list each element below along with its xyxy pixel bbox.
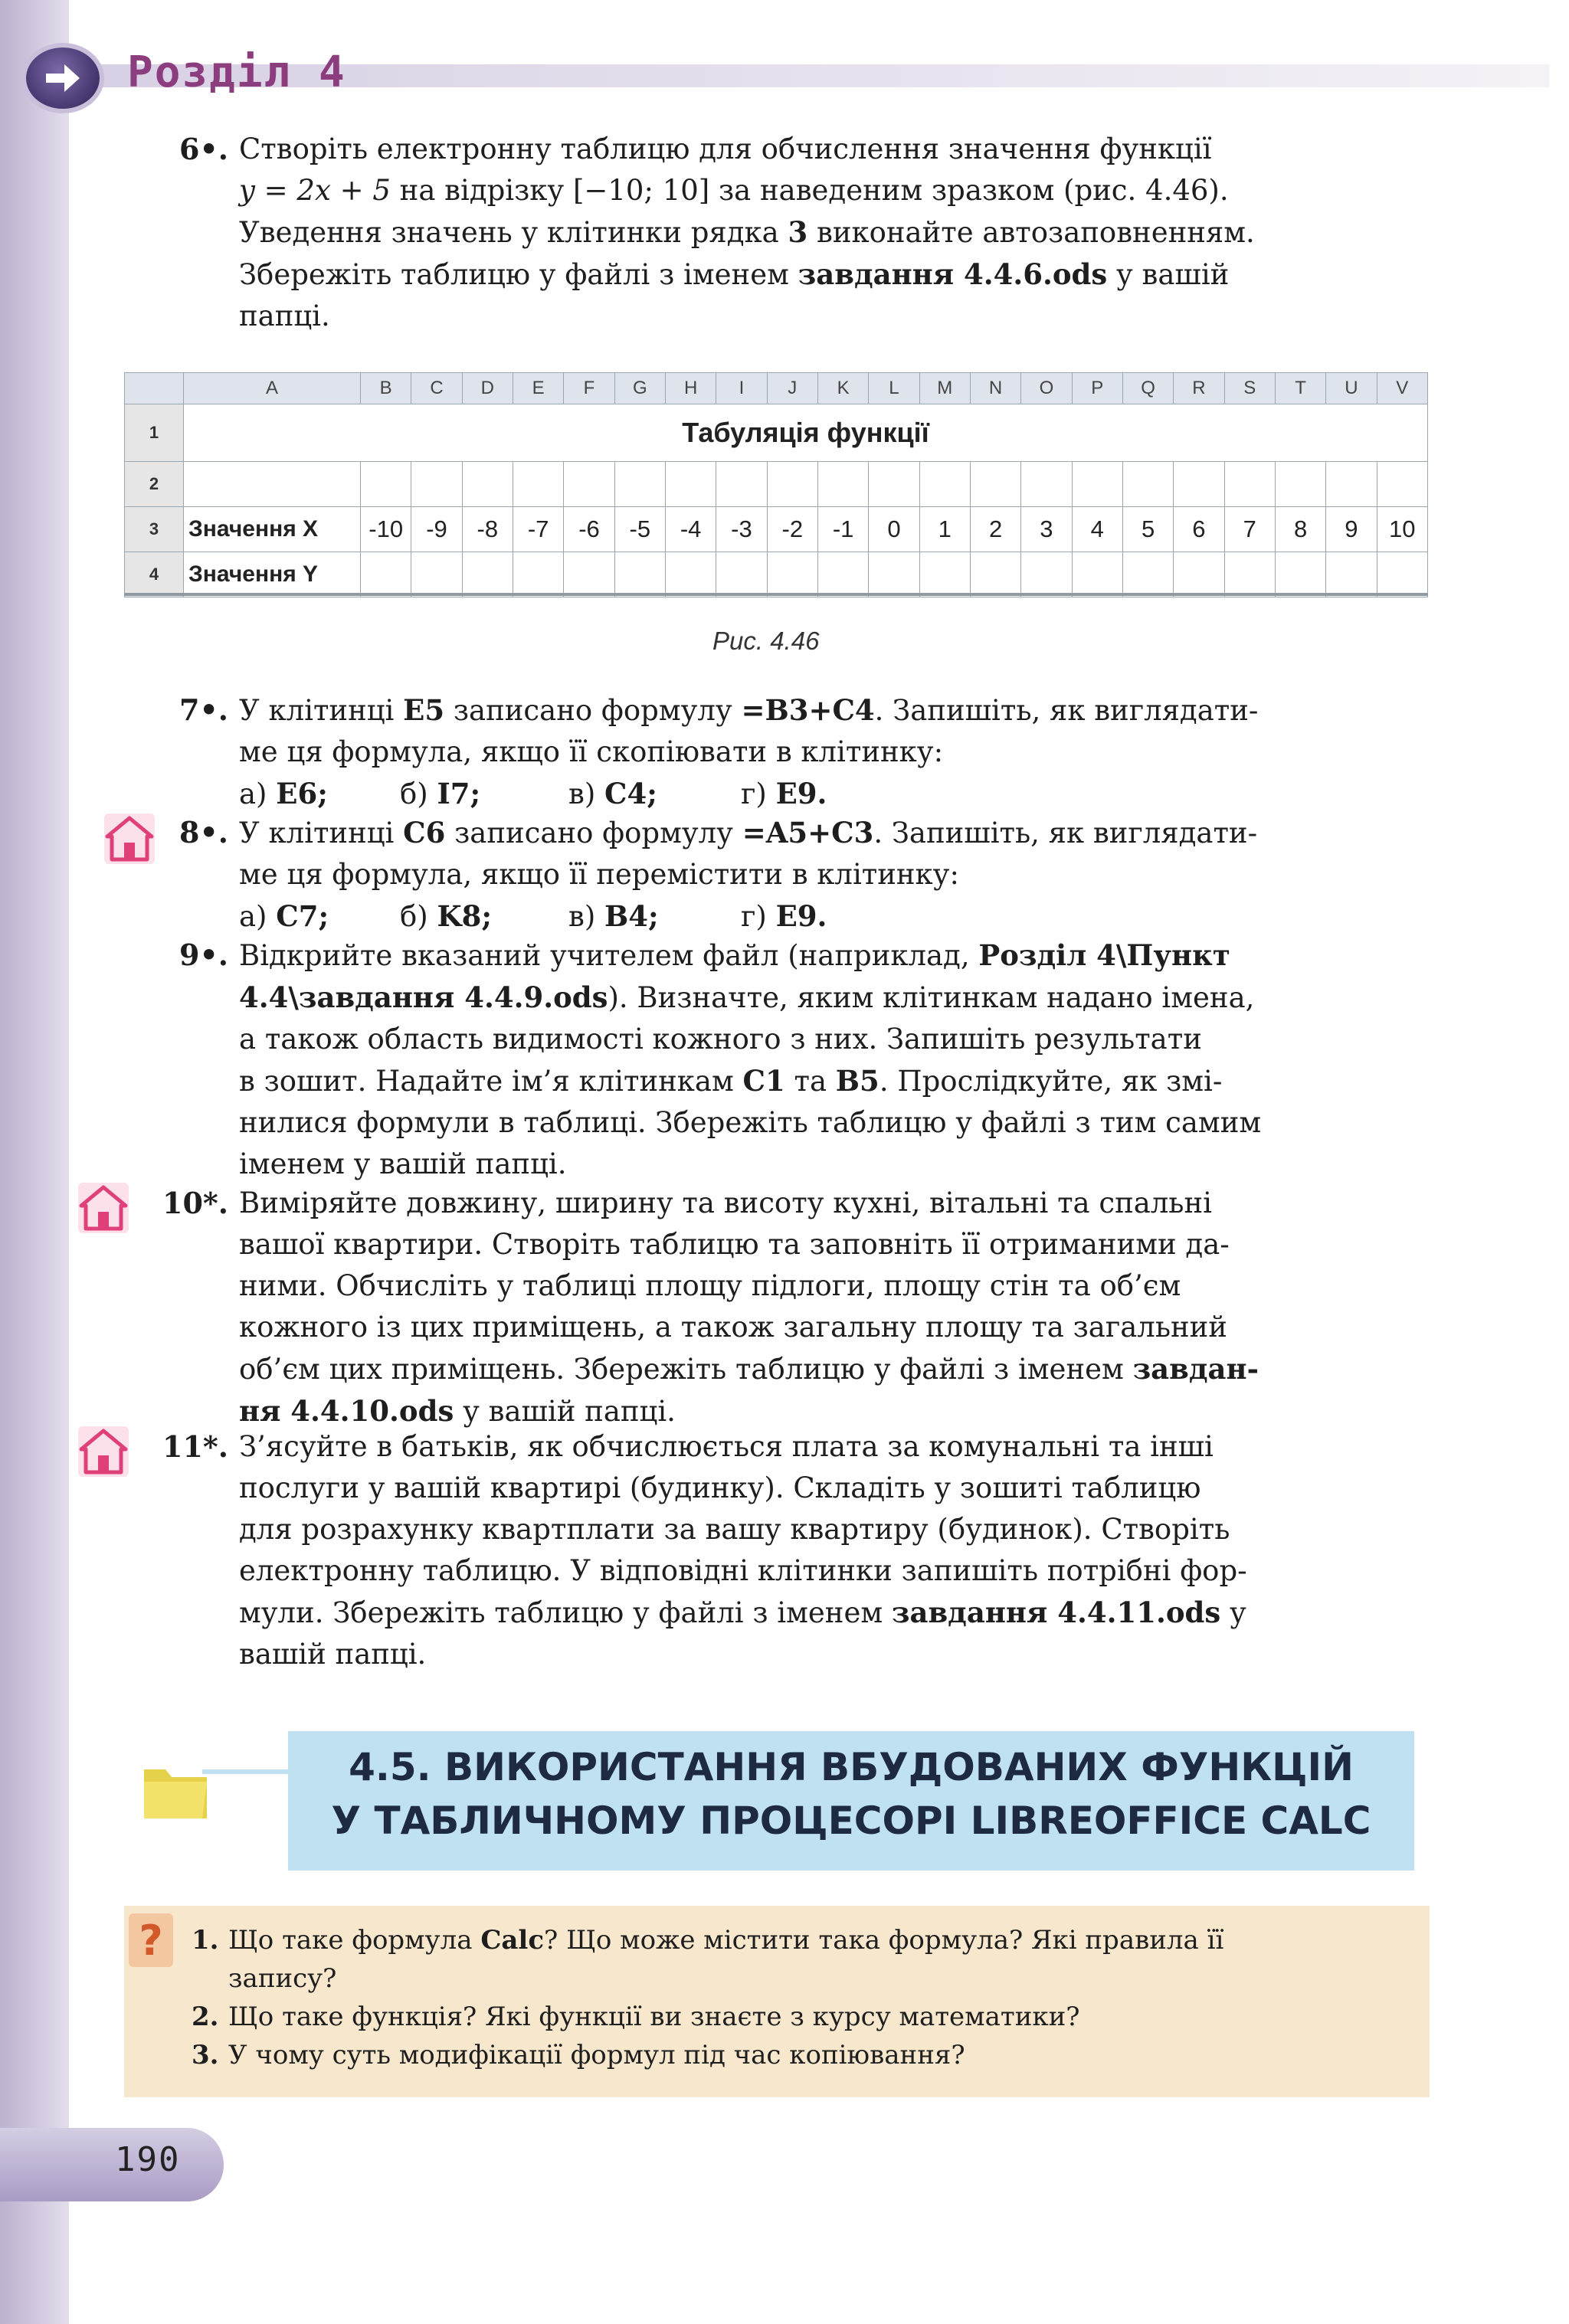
- task-line: кожного із цих приміщень, а також загальну площу та загальний: [239, 1311, 1227, 1344]
- column-header-t: T: [1275, 373, 1325, 404]
- x-value-cell: 10: [1377, 507, 1427, 552]
- label-y-cell: Значення Y: [184, 552, 361, 597]
- task-10: [162, 1183, 1434, 1432]
- figure-caption: Рис. 4.46: [712, 627, 820, 655]
- empty-cell: [767, 462, 817, 507]
- arrow-right-circle-icon: [26, 47, 100, 109]
- column-header-q: Q: [1122, 373, 1173, 404]
- column-header-g: G: [614, 373, 665, 404]
- row-number: 1: [125, 404, 184, 462]
- x-value-cell: 5: [1122, 507, 1173, 552]
- empty-cell: [614, 462, 665, 507]
- column-header-e: E: [513, 373, 563, 404]
- empty-cell: [1275, 462, 1325, 507]
- svg-text:?: ?: [139, 1916, 163, 1965]
- column-header-j: J: [767, 373, 817, 404]
- y-value-cell: [1377, 552, 1427, 597]
- y-value-cell: [462, 552, 513, 597]
- empty-cell: [1021, 462, 1072, 507]
- task-line: У клітинці C6 записано формулу =A5+C3. Запишіть, як виглядати-: [239, 816, 1258, 849]
- page-margin-band: [0, 0, 69, 2324]
- y-value-cell: [716, 552, 767, 597]
- question-3: 3. У чому суть модифікації формул під час копіювання?: [192, 2040, 965, 2070]
- column-header-h: H: [665, 373, 716, 404]
- empty-cell: [817, 462, 868, 507]
- task-line: Створіть електронну таблицю для обчислення значення функції: [239, 133, 1212, 165]
- spreadsheet-figure: [124, 372, 1428, 597]
- task-7: [179, 689, 1434, 815]
- column-header-a: A: [184, 373, 361, 404]
- x-value-cell: 2: [970, 507, 1020, 552]
- y-value-cell: [869, 552, 919, 597]
- column-header-b: B: [361, 373, 411, 404]
- task-line: мули. Збережіть таблицю у файлі з іменем завдання 4.4.11.ods у: [239, 1596, 1246, 1629]
- column-header-d: D: [462, 373, 513, 404]
- y-value-cell: [970, 552, 1020, 597]
- x-value-cell: 9: [1326, 507, 1377, 552]
- task-9: [179, 935, 1434, 1185]
- x-value-cell: -4: [665, 507, 716, 552]
- column-header-row: [125, 373, 1428, 404]
- empty-cell: [361, 462, 411, 507]
- task-number: 11*.: [162, 1429, 228, 1464]
- home-task-icon: [77, 1425, 130, 1478]
- y-value-cell: [564, 552, 614, 597]
- empty-cell: [462, 462, 513, 507]
- sheet-row-2: [125, 462, 1428, 507]
- y-value-cell: [361, 552, 411, 597]
- task-line: Відкрийте вказаний учителем файл (наприклад, Розділ 4\Пункт: [239, 938, 1230, 972]
- task-number: 9•.: [179, 938, 228, 972]
- task-line: Виміряйте довжину, ширину та висоту кухні, вітальні та спальні: [239, 1187, 1212, 1219]
- x-value-cell: 7: [1224, 507, 1275, 552]
- y-value-cell: [1072, 552, 1122, 597]
- y-value-cell: [614, 552, 665, 597]
- y-value-cell: [665, 552, 716, 597]
- column-header-p: P: [1072, 373, 1122, 404]
- empty-cell: [1122, 462, 1173, 507]
- corner-cell: [125, 373, 184, 404]
- x-value-cell: -8: [462, 507, 513, 552]
- x-value-cell: -9: [411, 507, 462, 552]
- task-line: У клітинці E5 записано формулу =B3+C4. Запишіть, як виглядати-: [239, 693, 1259, 727]
- empty-cell: [1326, 462, 1377, 507]
- x-value-cell: -7: [513, 507, 563, 552]
- task-number: 10*.: [162, 1186, 228, 1220]
- sheet-row-4: [125, 552, 1428, 597]
- empty-cell: [564, 462, 614, 507]
- empty-cell: [513, 462, 563, 507]
- y-value-cell: [1021, 552, 1072, 597]
- sheet-bottom-border: [124, 593, 1428, 596]
- task-number: 8•.: [179, 815, 228, 849]
- task-number: 7•.: [179, 692, 228, 727]
- column-header-k: K: [817, 373, 868, 404]
- home-task-icon: [77, 1181, 130, 1235]
- empty-cell: [869, 462, 919, 507]
- sheet-row-1: [125, 404, 1428, 462]
- column-header-v: V: [1377, 373, 1427, 404]
- x-value-cell: -2: [767, 507, 817, 552]
- y-value-cell: [513, 552, 563, 597]
- task-line: Уведення значень у клітинки рядка 3 виконайте автозаповненням.: [239, 215, 1255, 249]
- x-value-cell: -10: [361, 507, 411, 552]
- x-value-cell: 6: [1174, 507, 1224, 552]
- y-value-cell: [817, 552, 868, 597]
- filename: завдання 4.4.6.ods: [798, 257, 1108, 291]
- y-value-cell: [411, 552, 462, 597]
- column-header-u: U: [1326, 373, 1377, 404]
- empty-cell: [1174, 462, 1224, 507]
- task-line: послуги у вашій квартирі (будинку). Складіть у зошиті таблицю: [239, 1471, 1201, 1504]
- x-value-cell: 4: [1072, 507, 1122, 552]
- question-1: 1. Що таке формула Calc? Що може містити така формула? Які правила її запису?: [192, 1925, 1224, 1994]
- section-title: 4.5. ВИКОРИСТАННЯ ВБУДОВАНИХ ФУНКЦІЙ У ТАБЛИЧНОМУ ПРОЦЕСОРІ LIBREOFFICE CALC: [331, 1745, 1371, 1843]
- row-number: 2: [125, 462, 184, 507]
- task-line: іменем у вашій папці.: [239, 1147, 567, 1180]
- column-header-l: L: [869, 373, 919, 404]
- x-value-cell: -3: [716, 507, 767, 552]
- task-line: З’ясуйте в батьків, як обчислюється плата за комунальні та інші: [239, 1430, 1214, 1463]
- task-line: в зошит. Надайте ім’я клітинкам C1 та B5. Прослідкуйте, як змі-: [239, 1064, 1223, 1098]
- task-line: ме ця формула, якщо її перемістити в клітинку:: [239, 858, 959, 891]
- task-8: [179, 812, 1434, 938]
- task-line: ме ця формула, якщо її скопіювати в клітинку:: [239, 735, 944, 768]
- answer-options: а) C7; б) K8; в) B4; г) E9.: [239, 899, 827, 933]
- function-formula: y = 2x + 5: [239, 174, 391, 207]
- section-connector: [202, 1769, 288, 1774]
- answer-options: а) E6; б) I7; в) C4; г) E9.: [239, 777, 827, 810]
- empty-cell: [184, 462, 361, 507]
- task-line: а також область видимості кожного з них. Запишіть результати: [239, 1023, 1202, 1056]
- column-header-f: F: [564, 373, 614, 404]
- question-2: 2. Що таке функція? Які функції ви знаєте з курсу математики?: [192, 2002, 1080, 2032]
- page-number-tab: [0, 2128, 224, 2201]
- question-mark-icon: [127, 1912, 175, 1969]
- task-line: електронну таблицю. У відповідні клітинки запишіть потрібні фор-: [239, 1554, 1247, 1587]
- sheet-title-cell: Табуляція функції: [184, 404, 1428, 462]
- x-value-cell: 0: [869, 507, 919, 552]
- task-line: Збережіть таблицю у файлі з іменем завдання 4.4.6.ods у вашій: [239, 257, 1230, 291]
- column-header-r: R: [1174, 373, 1224, 404]
- task-line: для розрахунку квартплати за вашу квартиру (будинок). Створіть: [239, 1513, 1230, 1546]
- column-header-o: O: [1021, 373, 1072, 404]
- column-header-c: C: [411, 373, 462, 404]
- empty-cell: [970, 462, 1020, 507]
- column-header-m: M: [919, 373, 970, 404]
- column-header-s: S: [1224, 373, 1275, 404]
- row-number: 4: [125, 552, 184, 597]
- x-value-cell: -6: [564, 507, 614, 552]
- task-number: 6•.: [179, 132, 228, 166]
- task-line: об’єм цих приміщень. Збережіть таблицю у файлі з іменем завдан-: [239, 1352, 1259, 1386]
- x-value-cell: 3: [1021, 507, 1072, 552]
- y-value-cell: [1122, 552, 1173, 597]
- y-value-cell: [1275, 552, 1325, 597]
- task-line: нилися формули в таблиці. Збережіть таблицю у файлі з тим самим: [239, 1106, 1262, 1139]
- task-line: y = 2x + 5 на відрізку [−10; 10] за наведеним зразком (рис. 4.46).: [239, 174, 1229, 207]
- empty-cell: [1072, 462, 1122, 507]
- y-value-cell: [1326, 552, 1377, 597]
- x-value-cell: -5: [614, 507, 665, 552]
- row-number: 3: [125, 507, 184, 552]
- task-line: 4.4\завдання 4.4.9.ods). Визначте, яким клітинкам надано імена,: [239, 980, 1255, 1014]
- empty-cell: [411, 462, 462, 507]
- y-value-cell: [1174, 552, 1224, 597]
- y-value-cell: [767, 552, 817, 597]
- task-6: [179, 129, 1434, 337]
- task-line: вашій папці.: [239, 1638, 427, 1671]
- empty-cell: [716, 462, 767, 507]
- empty-cell: [1224, 462, 1275, 507]
- y-value-cell: [1224, 552, 1275, 597]
- task-line: ними. Обчисліть у таблиці площу підлоги, площу стін та об’єм: [239, 1269, 1181, 1302]
- task-line: вашої квартири. Створіть таблицю та заповніть її отриманими да-: [239, 1228, 1230, 1261]
- empty-cell: [665, 462, 716, 507]
- chapter-title: Розділ 4: [127, 47, 346, 97]
- label-x-cell: Значення X: [184, 507, 361, 552]
- task-line: папці.: [239, 300, 330, 332]
- x-value-cell: 8: [1275, 507, 1325, 552]
- x-value-cell: 1: [919, 507, 970, 552]
- task-11: [162, 1426, 1434, 1675]
- x-value-cell: -1: [817, 507, 868, 552]
- folder-icon: [141, 1759, 210, 1822]
- y-value-cell: [919, 552, 970, 597]
- empty-cell: [919, 462, 970, 507]
- empty-cell: [1377, 462, 1427, 507]
- task-line: ня 4.4.10.ods у вашій папці.: [239, 1394, 676, 1428]
- column-header-n: N: [970, 373, 1020, 404]
- page-number: 190: [115, 2140, 181, 2179]
- column-header-i: I: [716, 373, 767, 404]
- sheet-row-3: [125, 507, 1428, 552]
